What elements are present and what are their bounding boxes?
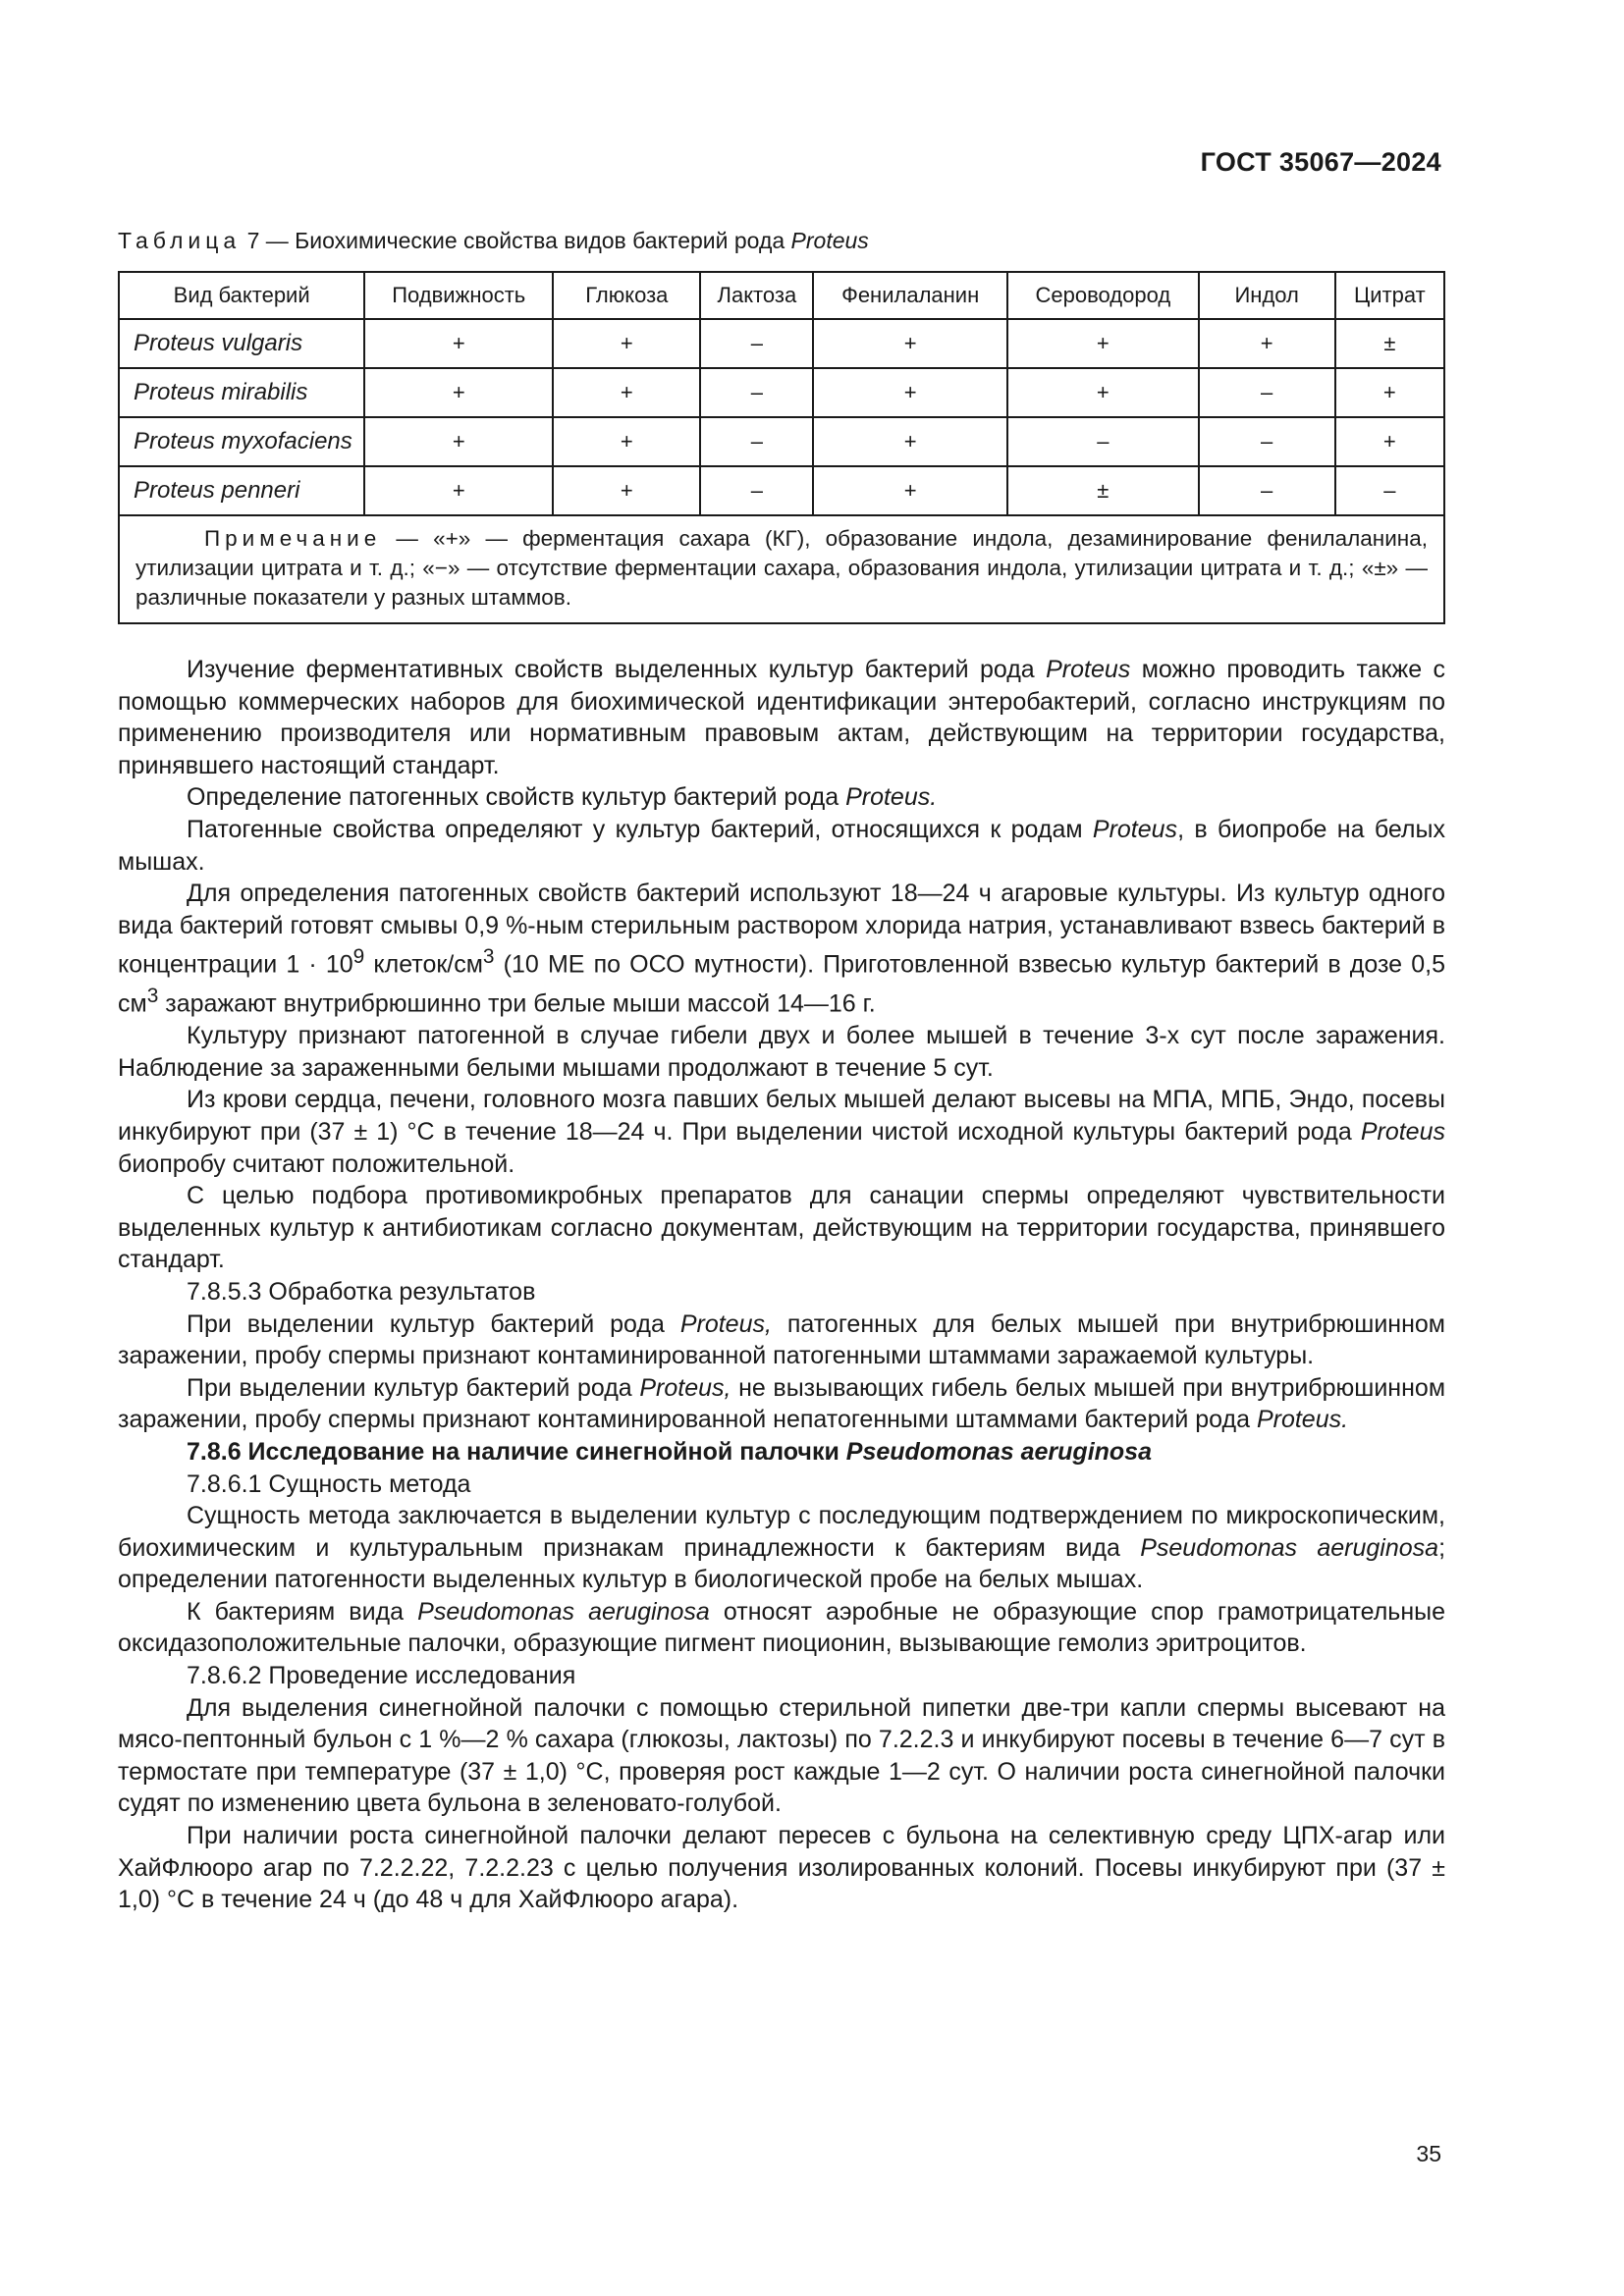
text: Изучение ферментативных свойств выделенных культур бактерий рода	[187, 656, 1035, 683]
value-cell: +	[813, 319, 1007, 368]
text: При выделении культур бактерий рода	[187, 1373, 632, 1402]
column-header: Фенилаланин	[813, 272, 1007, 319]
paragraph	[118, 1084, 1445, 1180]
paragraph	[118, 1308, 1445, 1372]
value-cell: –	[1199, 417, 1335, 466]
table-caption	[118, 228, 869, 254]
table-row	[119, 417, 1444, 466]
value-cell: –	[700, 417, 813, 466]
species-cell: Proteus penneri	[119, 466, 364, 515]
value-cell: +	[1335, 417, 1444, 466]
biochemical-properties-table	[118, 271, 1445, 624]
value-cell: –	[700, 319, 813, 368]
genus-name: Proteus	[1092, 815, 1178, 843]
text: К бактериям вида	[187, 1597, 405, 1626]
paragraph: С целью подбора противомикробных препаратов для санации спермы определяют чувствительности выделенных культур к антибиотикам согласно документам, действующим на территории государства, принявшего стандарт.	[118, 1182, 1445, 1274]
column-header: Вид бактерий	[119, 272, 364, 319]
paragraph: Культуру признают патогенной в случае гибели двух и более мышей в течение 3-х сут после заражения. Наблюдение за зараженными белыми мышами продолжают в течение 5 сут.	[118, 1022, 1445, 1082]
note-label: Примечание	[204, 526, 382, 551]
text: При выделении культур бактерий рода	[187, 1309, 665, 1338]
section-heading-7-8-6-1: 7.8.6.1 Сущность метода	[187, 1469, 471, 1498]
paragraph: Для выделения синегнойной палочки с помощью стерильной пипетки две-три капли спермы высевают на мясо-пептонный бульон с 1 %—2 % сахара (глюкозы, лактозы) по 7.2.2.3 и инкубируют посевы в течение 6—7 сут в термостате при температуре (37 ± 1,0) °C, проверяя рост каждые 1—2 сут. О наличии роста синегнойной палочки судят по изменению цвета бульона в зеленовато-голубой.	[118, 1693, 1445, 1818]
species-cell: Proteus myxofaciens	[119, 417, 364, 466]
text: не вызывающих гибель белых мышей при внутрибрюшинном заражении, пробу спермы признают контаминированной непатогенными штаммами бактерий рода	[118, 1373, 1446, 1434]
text: заражают внутрибрюшинно три белые мыши массой 14—16 г.	[158, 989, 876, 1018]
text: ; определении патогенности выделенных культур в биологической пробе на белых мышах.	[118, 1533, 1446, 1594]
value-cell: +	[553, 417, 700, 466]
table-caption-prefix: Таблица	[118, 228, 242, 253]
genus-name: Proteus.	[1256, 1406, 1349, 1434]
value-cell: +	[553, 319, 700, 368]
value-cell: +	[364, 417, 553, 466]
genus-name: Proteus	[1046, 656, 1131, 683]
genus-name: Proteus	[1360, 1117, 1445, 1146]
section-heading-7-8-5-3: 7.8.5.3 Обработка результатов	[187, 1277, 536, 1306]
paragraph	[118, 878, 1445, 1020]
superscript: 3	[146, 985, 159, 1008]
species-name: Pseudomonas aeruginosa	[845, 1437, 1152, 1466]
page-number: 35	[1416, 2141, 1441, 2166]
value-cell: –	[1199, 466, 1335, 515]
text: биопробу считают положительной.	[118, 1149, 515, 1178]
value-cell: +	[1007, 368, 1199, 417]
text: (10 МЕ по ОСО мутности). Приготовленной взвесью культур бактерий в дозе 0,5 см	[118, 950, 1445, 1018]
table-header-row	[119, 272, 1444, 319]
genus-name: Proteus,	[679, 1309, 772, 1338]
value-cell: +	[1335, 368, 1444, 417]
text: относят аэробные не образующие спор грамотрицательные оксидазоположительные палочки, образующие пигмент пиоционин, вызывающие гемолиз эритроцитов.	[118, 1597, 1446, 1658]
value-cell: –	[1199, 368, 1335, 417]
superscript: 9	[352, 945, 365, 969]
column-header: Подвижность	[364, 272, 553, 319]
column-header: Глюкоза	[553, 272, 700, 319]
paragraph	[118, 1596, 1445, 1660]
value-cell: +	[364, 368, 553, 417]
paragraph	[118, 654, 1445, 781]
species-cell: Proteus mirabilis	[119, 368, 364, 417]
value-cell: ±	[1335, 319, 1444, 368]
column-header: Сероводород	[1007, 272, 1199, 319]
text: Для определения патогенных свойств бактерий используют 18—24 ч агаровые культуры. Из культур одного вида бактерий готовят смывы 0,9 %-ным стерильным раствором хлорида натрия, устанавливают взвесь бактерий в концентрации 1 · 10	[118, 880, 1445, 979]
superscript: 3	[482, 945, 495, 969]
value-cell: +	[813, 368, 1007, 417]
paragraph	[118, 781, 1445, 814]
text: Патогенные свойства определяют у культур бактерий, относящихся к родам	[187, 815, 1083, 843]
value-cell: –	[700, 466, 813, 515]
value-cell: +	[364, 466, 553, 515]
table-row	[119, 368, 1444, 417]
column-header: Лактоза	[700, 272, 813, 319]
table-caption-genus: Proteus	[790, 228, 869, 253]
paragraph	[118, 1372, 1445, 1436]
species-cell: Proteus vulgaris	[119, 319, 364, 368]
species-name: Pseudomonas aeruginosa	[417, 1597, 710, 1626]
value-cell: –	[700, 368, 813, 417]
value-cell: +	[553, 466, 700, 515]
paragraph	[118, 814, 1445, 878]
section-heading-7-8-6-2: 7.8.6.2 Проведение исследования	[187, 1662, 576, 1690]
value-cell: +	[1199, 319, 1335, 368]
species-name: Pseudomonas aeruginosa	[1140, 1533, 1439, 1562]
value-cell: +	[553, 368, 700, 417]
text: Сущность метода заключается в выделении культур с последующим подтверждением по микроскопическим, биохимическим и культуральным признакам принадлежности к бактериям вида	[118, 1502, 1445, 1562]
table-note	[119, 515, 1444, 623]
table-row	[119, 319, 1444, 368]
body-text	[118, 654, 1445, 1916]
document-code: ГОСТ 35067—2024	[1200, 147, 1441, 177]
paragraph	[118, 1500, 1445, 1596]
table-row	[119, 466, 1444, 515]
genus-name: Proteus.	[845, 783, 938, 812]
value-cell: +	[813, 466, 1007, 515]
column-header: Индол	[1199, 272, 1335, 319]
value-cell: –	[1007, 417, 1199, 466]
text: можно проводить также с помощью коммерческих наборов для биохимической идентификации энтеробактерий, согласно инструкциям по применению производителя или нормативным правовым актам, действующим на территории государства, принявшего настоящий стандарт.	[118, 656, 1445, 779]
text: , в биопробе на белых мышах.	[118, 815, 1445, 876]
value-cell: –	[1335, 466, 1444, 515]
value-cell: +	[364, 319, 553, 368]
genus-name: Proteus,	[639, 1373, 731, 1402]
table-caption-text: 7 — Биохимические свойства видов бактерий рода	[246, 228, 785, 253]
section-heading-7-8-6	[118, 1436, 1445, 1468]
value-cell: +	[813, 417, 1007, 466]
text: Из крови сердца, печени, головного мозга павших белых мышей делают высевы на МПА, МПБ, Эндо, посевы инкубируют при (37 ± 1) °C в течение 18—24 ч. При выделении чистой исходной культуры бактерий рода	[118, 1086, 1445, 1146]
paragraph: При наличии роста синегнойной палочки делают пересев с бульона на селективную среду ЦПХ-агар или ХайФлюоро агар по 7.2.2.22, 7.2.2.23 с целью получения изолированных колоний. Посевы инкубируют при (37 ± 1,0) °C в течение 24 ч (до 48 ч для ХайФлюоро агара).	[118, 1822, 1445, 1914]
value-cell: +	[1007, 319, 1199, 368]
text: 7.8.6 Исследование на наличие синегнойной палочки	[187, 1437, 839, 1466]
text: Определение патогенных свойств культур бактерий рода	[187, 783, 839, 812]
value-cell: ±	[1007, 466, 1199, 515]
note-text: — «+» — ферментация сахара (КГ), образование индола, дезаминирование фенилаланина, утилизации цитрата и т. д.; «−» — отсутствие ферментации сахара, образования индола, утилизации цитрата и т. д.; «±» — различные показатели у разных штаммов.	[135, 526, 1428, 610]
text: клеток/см	[364, 950, 483, 979]
column-header: Цитрат	[1335, 272, 1444, 319]
text: патогенных для белых мышей при внутрибрюшинном заражении, пробу спермы признают контаминированной патогенными штаммами заражаемой культуры.	[118, 1309, 1445, 1370]
table-note-row	[119, 515, 1444, 623]
